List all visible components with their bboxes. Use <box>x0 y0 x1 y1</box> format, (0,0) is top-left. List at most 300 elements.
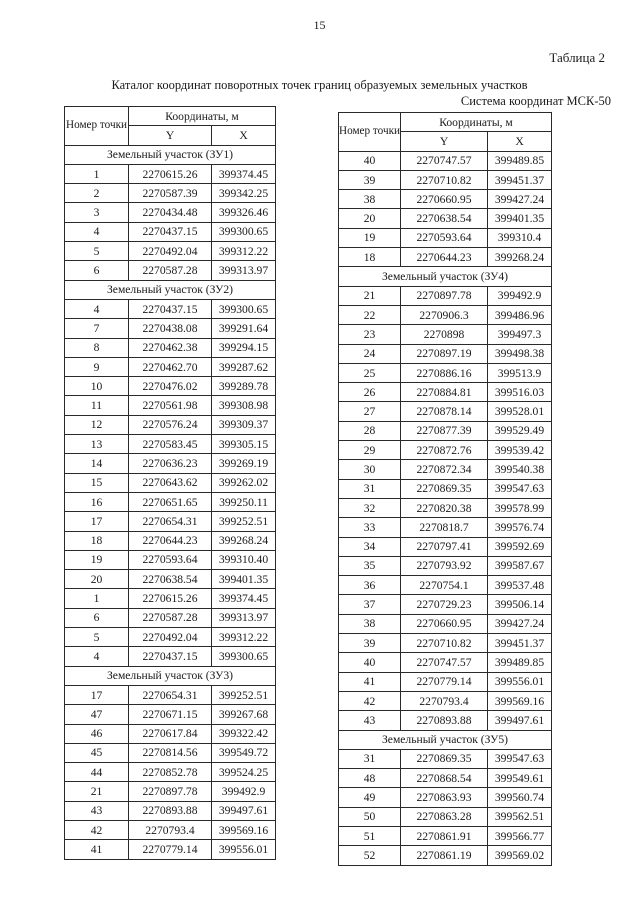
coordinates-table-left <box>64 106 276 860</box>
x-coordinate-cell: 399312.22 <box>212 242 276 261</box>
x-coordinate-cell: 399267.68 <box>212 705 276 724</box>
point-number-header: Номер точки <box>339 113 401 152</box>
x-coordinate-cell: 399313.97 <box>212 261 276 280</box>
x-coordinate-cell: 399250.11 <box>212 492 276 511</box>
section-header-row <box>65 280 276 299</box>
x-coordinate-cell: 399300.65 <box>212 647 276 666</box>
point-number-cell: 10 <box>65 377 129 396</box>
x-coordinate-cell: 399498.38 <box>488 344 552 363</box>
point-number-cell: 16 <box>65 492 129 511</box>
y-coordinate-cell: 2270576.24 <box>129 415 212 434</box>
point-number-cell: 24 <box>339 344 401 363</box>
point-number-cell: 43 <box>339 711 401 730</box>
point-number-cell: 17 <box>65 685 129 704</box>
table-row <box>65 550 276 569</box>
table-row <box>65 299 276 318</box>
point-number-cell: 13 <box>65 435 129 454</box>
point-number-cell: 42 <box>65 820 129 839</box>
y-coordinate-cell: 2270872.34 <box>401 460 488 479</box>
point-number-cell: 39 <box>339 170 401 189</box>
point-number-cell: 32 <box>339 498 401 517</box>
table-row <box>65 743 276 762</box>
table-row <box>339 190 552 209</box>
point-number-cell: 44 <box>65 763 129 782</box>
table-row <box>65 589 276 608</box>
table-label: Таблица 2 <box>549 50 605 65</box>
y-coordinate-cell: 2270587.39 <box>129 184 212 203</box>
y-coordinate-cell: 2270462.70 <box>129 357 212 376</box>
table-row <box>339 209 552 228</box>
x-coordinate-cell: 399592.69 <box>488 537 552 556</box>
y-coordinate-cell: 2270869.35 <box>401 479 488 498</box>
point-number-cell: 6 <box>65 608 129 627</box>
y-coordinate-cell: 2270654.31 <box>129 512 212 531</box>
table-row <box>339 691 552 710</box>
table-row <box>65 261 276 280</box>
y-coordinate-cell: 2270898 <box>401 325 488 344</box>
table-row <box>65 357 276 376</box>
table-row <box>65 782 276 801</box>
x-coordinate-cell: 399322.42 <box>212 724 276 743</box>
y-coordinate-cell: 2270814.56 <box>129 743 212 762</box>
table-row <box>65 840 276 859</box>
x-coordinate-cell: 399312.22 <box>212 628 276 647</box>
table-row <box>65 415 276 434</box>
x-coordinate-cell: 399451.37 <box>488 634 552 653</box>
y-coordinate-cell: 2270644.23 <box>129 531 212 550</box>
point-number-cell: 45 <box>65 743 129 762</box>
point-number-cell: 6 <box>65 261 129 280</box>
x-header: X <box>212 126 276 145</box>
table-row <box>339 769 552 788</box>
table-row <box>339 460 552 479</box>
x-coordinate-cell: 399310.40 <box>212 550 276 569</box>
y-coordinate-cell: 2270793.4 <box>401 691 488 710</box>
x-coordinate-cell: 399537.48 <box>488 576 552 595</box>
point-number-cell: 5 <box>65 628 129 647</box>
y-coordinate-cell: 2270638.54 <box>129 570 212 589</box>
table-row <box>65 242 276 261</box>
y-coordinate-cell: 2270615.26 <box>129 589 212 608</box>
x-coordinate-cell: 399305.15 <box>212 435 276 454</box>
table-row <box>65 222 276 241</box>
y-coordinate-cell: 2270861.91 <box>401 826 488 845</box>
y-coordinate-cell: 2270797.41 <box>401 537 488 556</box>
point-number-cell: 49 <box>339 788 401 807</box>
y-coordinate-cell: 2270863.28 <box>401 807 488 826</box>
y-coordinate-cell: 2270643.62 <box>129 473 212 492</box>
point-number-cell: 19 <box>339 228 401 247</box>
x-coordinate-cell: 399569.16 <box>212 820 276 839</box>
x-coordinate-cell: 399252.51 <box>212 512 276 531</box>
point-number-cell: 12 <box>65 415 129 434</box>
y-coordinate-cell: 2270868.54 <box>401 769 488 788</box>
table-row <box>65 473 276 492</box>
x-coordinate-cell: 399549.61 <box>488 769 552 788</box>
y-coordinate-cell: 2270587.28 <box>129 261 212 280</box>
table-row <box>339 846 552 865</box>
point-number-cell: 4 <box>65 647 129 666</box>
point-number-cell: 5 <box>65 242 129 261</box>
table-row <box>339 402 552 421</box>
y-coordinate-cell: 2270872.76 <box>401 441 488 460</box>
y-coordinate-cell: 2270793.4 <box>129 820 212 839</box>
x-coordinate-cell: 399451.37 <box>488 170 552 189</box>
y-coordinate-cell: 2270861.19 <box>401 846 488 865</box>
y-coordinate-cell: 2270897.78 <box>401 286 488 305</box>
point-number-cell: 46 <box>65 724 129 743</box>
point-number-cell: 31 <box>339 479 401 498</box>
point-number-cell: 2 <box>65 184 129 203</box>
point-number-cell: 39 <box>339 634 401 653</box>
x-coordinate-cell: 399569.02 <box>488 846 552 865</box>
point-number-cell: 20 <box>65 570 129 589</box>
point-number-cell: 52 <box>339 846 401 865</box>
point-number-cell: 19 <box>65 550 129 569</box>
table-row <box>339 363 552 382</box>
table-row <box>339 228 552 247</box>
y-coordinate-cell: 2270878.14 <box>401 402 488 421</box>
y-coordinate-cell: 2270636.23 <box>129 454 212 473</box>
y-coordinate-cell: 2270869.35 <box>401 749 488 768</box>
y-coordinate-cell: 2270437.15 <box>129 647 212 666</box>
x-coordinate-cell: 399308.98 <box>212 396 276 415</box>
y-coordinate-cell: 2270818.7 <box>401 518 488 537</box>
y-coordinate-cell: 2270884.81 <box>401 383 488 402</box>
table-row <box>339 286 552 305</box>
x-coordinate-cell: 399489.85 <box>488 151 552 170</box>
y-coordinate-cell: 2270644.23 <box>401 248 488 267</box>
x-coordinate-cell: 399524.25 <box>212 763 276 782</box>
y-coordinate-cell: 2270437.15 <box>129 222 212 241</box>
point-number-cell: 18 <box>339 248 401 267</box>
section-header-row <box>339 730 552 749</box>
table-row <box>339 170 552 189</box>
y-coordinate-cell: 2270897.78 <box>129 782 212 801</box>
point-number-cell: 38 <box>339 614 401 633</box>
table-row <box>65 164 276 183</box>
y-coordinate-cell: 2270438.08 <box>129 319 212 338</box>
table-row <box>339 344 552 363</box>
x-coordinate-cell: 399556.01 <box>488 672 552 691</box>
table-row <box>65 377 276 396</box>
x-coordinate-cell: 399497.3 <box>488 325 552 344</box>
point-number-cell: 23 <box>339 325 401 344</box>
table-row <box>65 763 276 782</box>
point-number-cell: 18 <box>65 531 129 550</box>
x-coordinate-cell: 399492.9 <box>488 286 552 305</box>
y-coordinate-cell: 2270492.04 <box>129 242 212 261</box>
x-coordinate-cell: 399529.49 <box>488 421 552 440</box>
y-coordinate-cell: 2270476.02 <box>129 377 212 396</box>
y-coordinate-cell: 2270906.3 <box>401 305 488 324</box>
point-number-cell: 29 <box>339 441 401 460</box>
y-header: Y <box>129 126 212 145</box>
table-row <box>339 672 552 691</box>
x-coordinate-cell: 399562.51 <box>488 807 552 826</box>
y-coordinate-cell: 2270593.64 <box>401 228 488 247</box>
point-number-cell: 7 <box>65 319 129 338</box>
x-coordinate-cell: 399289.78 <box>212 377 276 396</box>
point-number-cell: 28 <box>339 421 401 440</box>
x-coordinate-cell: 399566.77 <box>488 826 552 845</box>
x-coordinate-cell: 399516.03 <box>488 383 552 402</box>
table-row <box>65 454 276 473</box>
x-coordinate-cell: 399374.45 <box>212 164 276 183</box>
x-coordinate-cell: 399549.72 <box>212 743 276 762</box>
x-coordinate-cell: 399300.65 <box>212 222 276 241</box>
x-coordinate-cell: 399269.19 <box>212 454 276 473</box>
point-number-cell: 40 <box>339 653 401 672</box>
point-number-cell: 4 <box>65 222 129 241</box>
header-row <box>65 107 276 126</box>
x-coordinate-cell: 399427.24 <box>488 614 552 633</box>
x-coordinate-cell: 399556.01 <box>212 840 276 859</box>
y-coordinate-cell: 2270710.82 <box>401 170 488 189</box>
section-header-row <box>65 145 276 164</box>
point-number-cell: 21 <box>65 782 129 801</box>
point-number-cell: 21 <box>339 286 401 305</box>
table-row <box>65 724 276 743</box>
table-row <box>65 203 276 222</box>
table-row <box>339 711 552 730</box>
point-number-cell: 37 <box>339 595 401 614</box>
point-number-cell: 4 <box>65 299 129 318</box>
x-coordinate-cell: 399569.16 <box>488 691 552 710</box>
table-row <box>65 435 276 454</box>
point-number-cell: 8 <box>65 338 129 357</box>
table-row <box>65 628 276 647</box>
table-row <box>339 305 552 324</box>
y-coordinate-cell: 2270587.28 <box>129 608 212 627</box>
table-row <box>339 826 552 845</box>
point-number-cell: 41 <box>339 672 401 691</box>
table-row <box>339 807 552 826</box>
coordinates-header: Координаты, м <box>129 107 276 126</box>
section-header-row <box>65 666 276 685</box>
x-coordinate-cell: 399326.46 <box>212 203 276 222</box>
coordinates-table-right <box>338 112 552 866</box>
table-row <box>65 820 276 839</box>
point-number-cell: 40 <box>339 151 401 170</box>
x-coordinate-cell: 399313.97 <box>212 608 276 627</box>
y-coordinate-cell: 2270462.38 <box>129 338 212 357</box>
x-coordinate-cell: 399489.85 <box>488 653 552 672</box>
table-row <box>339 788 552 807</box>
y-coordinate-cell: 2270877.39 <box>401 421 488 440</box>
table-row <box>65 608 276 627</box>
table-row <box>339 518 552 537</box>
table-row <box>339 151 552 170</box>
y-coordinate-cell: 2270729.23 <box>401 595 488 614</box>
point-number-cell: 31 <box>339 749 401 768</box>
table-row <box>65 396 276 415</box>
table-row <box>339 556 552 575</box>
point-number-cell: 1 <box>65 589 129 608</box>
point-number-cell: 42 <box>339 691 401 710</box>
y-coordinate-cell: 2270654.31 <box>129 685 212 704</box>
x-coordinate-cell: 399578.99 <box>488 498 552 517</box>
point-number-cell: 33 <box>339 518 401 537</box>
y-coordinate-cell: 2270561.98 <box>129 396 212 415</box>
table-row <box>339 479 552 498</box>
coordinates-header: Координаты, м <box>401 113 552 132</box>
x-coordinate-cell: 399342.25 <box>212 184 276 203</box>
x-coordinate-cell: 399497.61 <box>212 801 276 820</box>
point-number-cell: 41 <box>65 840 129 859</box>
table-row <box>339 634 552 653</box>
y-coordinate-cell: 2270747.57 <box>401 653 488 672</box>
y-coordinate-cell: 2270671.15 <box>129 705 212 724</box>
point-number-cell: 22 <box>339 305 401 324</box>
point-number-cell: 17 <box>65 512 129 531</box>
y-coordinate-cell: 2270747.57 <box>401 151 488 170</box>
coordinate-system-label: Система координат МСК-50 <box>460 94 611 108</box>
y-coordinate-cell: 2270710.82 <box>401 634 488 653</box>
y-coordinate-cell: 2270593.64 <box>129 550 212 569</box>
point-number-cell: 50 <box>339 807 401 826</box>
table-row <box>65 570 276 589</box>
x-coordinate-cell: 399374.45 <box>212 589 276 608</box>
y-coordinate-cell: 2270615.26 <box>129 164 212 183</box>
x-coordinate-cell: 399252.51 <box>212 685 276 704</box>
table-row <box>339 383 552 402</box>
x-coordinate-cell: 399513.9 <box>488 363 552 382</box>
point-number-cell: 36 <box>339 576 401 595</box>
y-coordinate-cell: 2270638.54 <box>401 209 488 228</box>
x-coordinate-cell: 399547.63 <box>488 479 552 498</box>
table-row <box>339 248 552 267</box>
x-coordinate-cell: 399587.67 <box>488 556 552 575</box>
x-coordinate-cell: 399291.64 <box>212 319 276 338</box>
table-row <box>65 531 276 550</box>
y-coordinate-cell: 2270660.95 <box>401 190 488 209</box>
table-caption: Каталог координат поворотных точек границ образуемых земельных участков <box>111 78 528 92</box>
table-body-left <box>65 145 276 859</box>
y-coordinate-cell: 2270779.14 <box>401 672 488 691</box>
point-number-cell: 38 <box>339 190 401 209</box>
x-coordinate-cell: 399262.02 <box>212 473 276 492</box>
y-coordinate-cell: 2270893.88 <box>129 801 212 820</box>
x-coordinate-cell: 399268.24 <box>488 248 552 267</box>
x-coordinate-cell: 399506.14 <box>488 595 552 614</box>
table-row <box>339 325 552 344</box>
y-coordinate-cell: 2270617.84 <box>129 724 212 743</box>
x-coordinate-cell: 399310.4 <box>488 228 552 247</box>
point-number-cell: 20 <box>339 209 401 228</box>
y-coordinate-cell: 2270820.38 <box>401 498 488 517</box>
x-coordinate-cell: 399486.96 <box>488 305 552 324</box>
x-coordinate-cell: 399294.15 <box>212 338 276 357</box>
section-header-row <box>339 267 552 286</box>
point-number-cell: 25 <box>339 363 401 382</box>
y-coordinate-cell: 2270886.16 <box>401 363 488 382</box>
table-row <box>339 614 552 633</box>
x-coordinate-cell: 399401.35 <box>212 570 276 589</box>
y-coordinate-cell: 2270754.1 <box>401 576 488 595</box>
y-coordinate-cell: 2270852.78 <box>129 763 212 782</box>
section-title: Земельный участок (ЗУ4) <box>339 267 552 286</box>
x-coordinate-cell: 399309.37 <box>212 415 276 434</box>
point-number-cell: 9 <box>65 357 129 376</box>
point-number-cell: 1 <box>65 164 129 183</box>
y-coordinate-cell: 2270893.88 <box>401 711 488 730</box>
section-title: Земельный участок (ЗУ3) <box>65 666 276 685</box>
table-row <box>65 705 276 724</box>
point-number-cell: 48 <box>339 769 401 788</box>
table-row <box>65 492 276 511</box>
table-row <box>339 595 552 614</box>
x-coordinate-cell: 399540.38 <box>488 460 552 479</box>
table-row <box>65 319 276 338</box>
table-row <box>339 498 552 517</box>
point-number-cell: 15 <box>65 473 129 492</box>
point-number-cell: 27 <box>339 402 401 421</box>
x-coordinate-cell: 399547.63 <box>488 749 552 768</box>
table-row <box>339 749 552 768</box>
table-row <box>339 441 552 460</box>
x-coordinate-cell: 399497.61 <box>488 711 552 730</box>
y-coordinate-cell: 2270583.45 <box>129 435 212 454</box>
y-coordinate-cell: 2270651.65 <box>129 492 212 511</box>
point-number-cell: 3 <box>65 203 129 222</box>
table-row <box>65 801 276 820</box>
table-row <box>339 537 552 556</box>
point-number-cell: 14 <box>65 454 129 473</box>
x-coordinate-cell: 399300.65 <box>212 299 276 318</box>
x-coordinate-cell: 399401.35 <box>488 209 552 228</box>
point-number-cell: 43 <box>65 801 129 820</box>
page-number: 15 <box>313 18 326 32</box>
point-number-cell: 26 <box>339 383 401 402</box>
table-row <box>339 576 552 595</box>
y-coordinate-cell: 2270437.15 <box>129 299 212 318</box>
x-coordinate-cell: 399560.74 <box>488 788 552 807</box>
table-body-right <box>339 151 552 865</box>
y-coordinate-cell: 2270793.92 <box>401 556 488 575</box>
table-row <box>65 647 276 666</box>
point-number-cell: 35 <box>339 556 401 575</box>
y-coordinate-cell: 2270897.19 <box>401 344 488 363</box>
header-row <box>339 113 552 132</box>
section-title: Земельный участок (ЗУ1) <box>65 145 276 164</box>
x-coordinate-cell: 399492.9 <box>212 782 276 801</box>
point-number-cell: 11 <box>65 396 129 415</box>
point-number-header: Номер точки <box>65 107 129 146</box>
point-number-cell: 34 <box>339 537 401 556</box>
table-row <box>339 653 552 672</box>
x-coordinate-cell: 399268.24 <box>212 531 276 550</box>
table-row <box>65 685 276 704</box>
table-row <box>65 184 276 203</box>
x-coordinate-cell: 399427.24 <box>488 190 552 209</box>
table-row <box>65 338 276 357</box>
y-header: Y <box>401 132 488 151</box>
y-coordinate-cell: 2270434.48 <box>129 203 212 222</box>
point-number-cell: 47 <box>65 705 129 724</box>
point-number-cell: 30 <box>339 460 401 479</box>
y-coordinate-cell: 2270492.04 <box>129 628 212 647</box>
x-coordinate-cell: 399539.42 <box>488 441 552 460</box>
x-header: X <box>488 132 552 151</box>
section-title: Земельный участок (ЗУ2) <box>65 280 276 299</box>
y-coordinate-cell: 2270660.95 <box>401 614 488 633</box>
x-coordinate-cell: 399287.62 <box>212 357 276 376</box>
x-coordinate-cell: 399576.74 <box>488 518 552 537</box>
x-coordinate-cell: 399528.01 <box>488 402 552 421</box>
table-row <box>65 512 276 531</box>
section-title: Земельный участок (ЗУ5) <box>339 730 552 749</box>
